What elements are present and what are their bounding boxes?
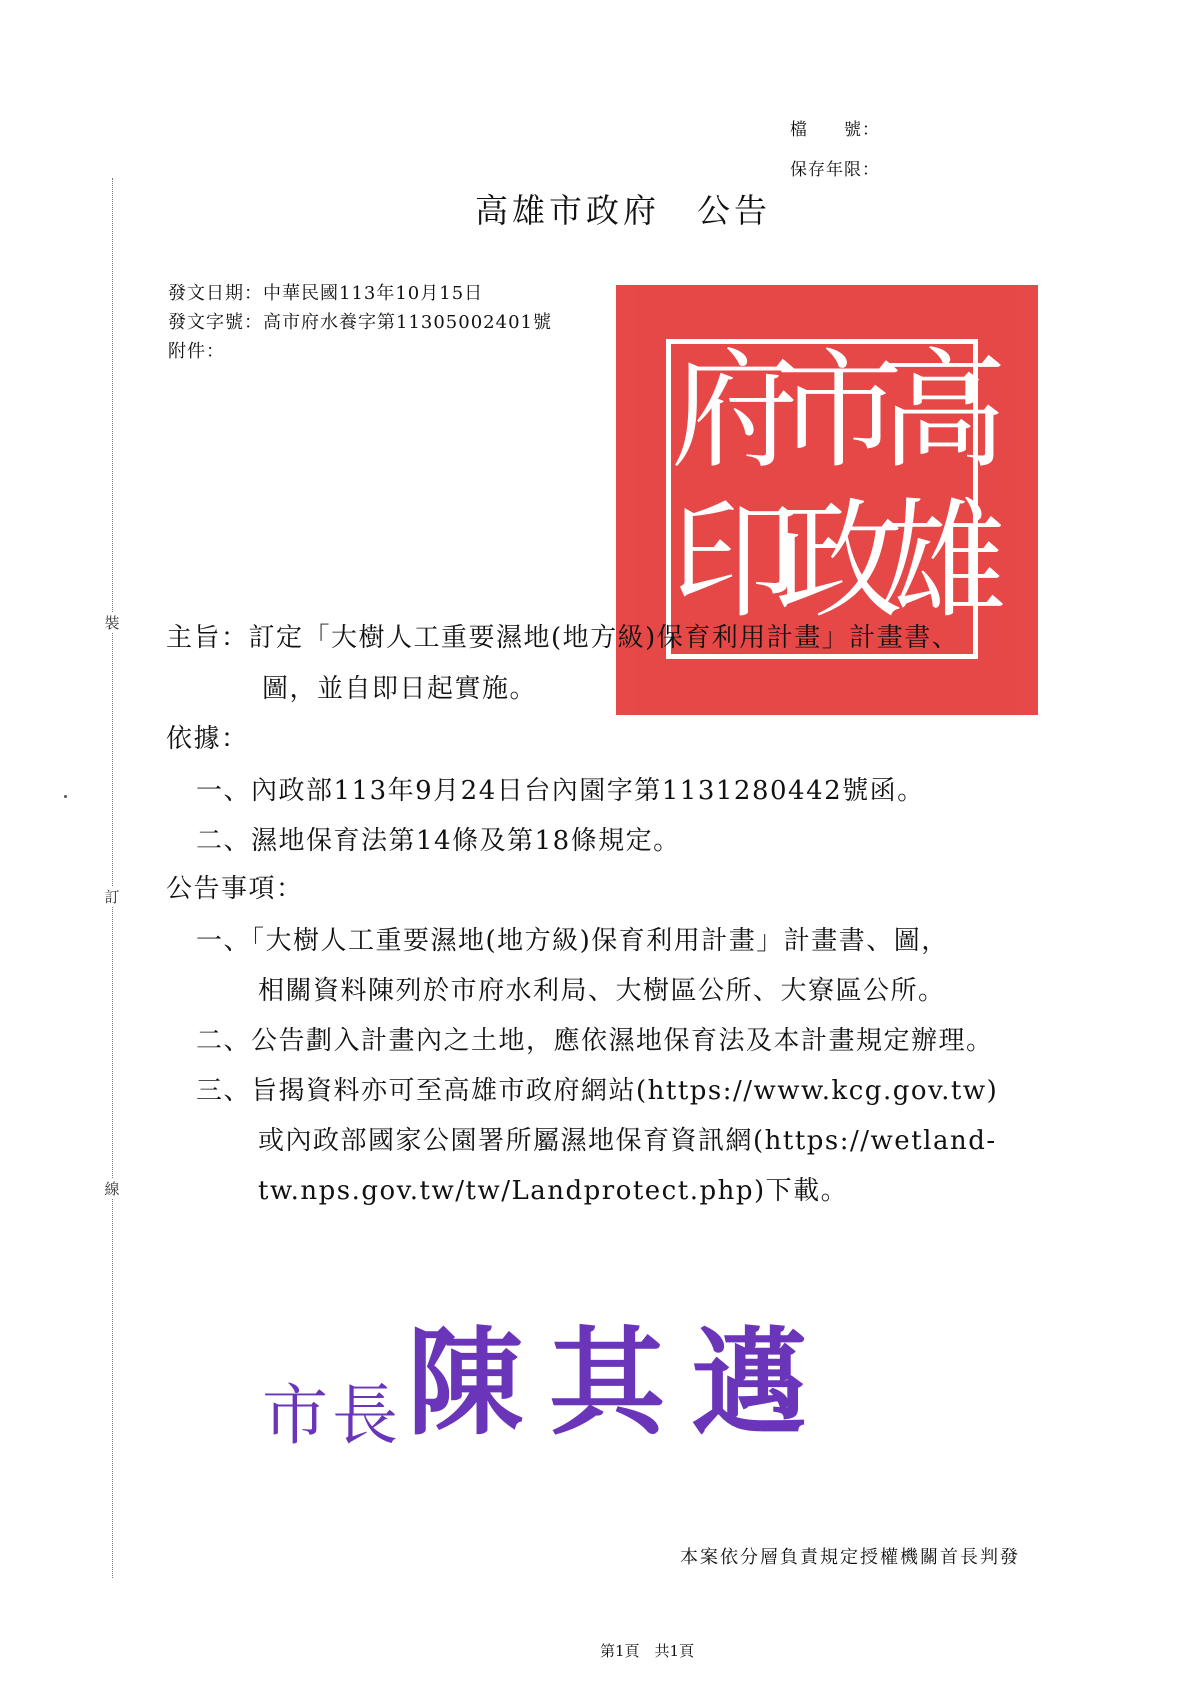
seal-glyph: 政 <box>775 487 904 636</box>
notice-line: 或內政部國家公園署所屬濕地保育資訊網(https://wetland- <box>258 1126 997 1156</box>
notice-heading: 公告事項： <box>166 874 304 904</box>
file-number-label: 檔 號： <box>790 120 880 140</box>
notice-line: 一、「大樹人工重要濕地(地方級)保育利用計畫」計畫書、圖， <box>196 926 949 956</box>
attachment-label: 附件： <box>168 341 225 362</box>
notice-line: tw.nps.gov.tw/tw/Landprotect.php)下載。 <box>258 1176 849 1206</box>
basis-item-2: 二、濕地保育法第14條及第18條規定。 <box>196 826 681 856</box>
binding-line <box>112 178 113 1578</box>
page-title: 高雄市政府 公告 <box>475 191 771 230</box>
binding-mark-xian: 線 <box>96 1178 128 1199</box>
mayor-signature <box>262 1290 833 1457</box>
page-number: 第1頁 共1頁 <box>600 1642 695 1660</box>
seal-glyph: 印 <box>671 487 800 636</box>
binding-mark-zhuang: 裝 <box>96 612 128 633</box>
signature-name: 陳其邁 <box>407 1315 834 1451</box>
notice-line: 三、旨揭資料亦可至高雄市政府網站(https://www.kcg.gov.tw) <box>196 1076 999 1106</box>
retention-period-label: 保存年限： <box>790 160 880 180</box>
basis-heading: 依據： <box>166 724 249 754</box>
issue-reference-number: 發文字號：高市府水養字第11305002401號 <box>168 312 552 333</box>
issue-date: 發文日期：中華民國113年10月15日 <box>168 283 484 304</box>
notice-line: 相關資料陳列於市府水利局、大樹區公所、大寮區公所。 <box>258 976 946 1006</box>
basis-item-1: 一、內政部113年9月24日台內園字第1131280442號函。 <box>196 776 925 806</box>
signature-title: 市長 <box>262 1377 402 1454</box>
seal-glyph: 市 <box>775 337 904 486</box>
seal-border <box>666 337 1008 659</box>
seal-glyph: 雄 <box>879 487 1008 636</box>
authorization-note: 本案依分層負責規定授權機關首長判發 <box>680 1547 1020 1568</box>
subject-line-2: 圖，並自即日起實施。 <box>262 674 538 704</box>
binding-mark-ding: 訂 <box>96 886 128 907</box>
binding-hole-mark <box>64 795 67 798</box>
notice-line: 二、公告劃入計畫內之土地，應依濕地保育法及本計畫規定辦理。 <box>196 1026 994 1056</box>
seal-glyph: 府 <box>671 337 800 486</box>
subject-line-1: 主旨：訂定「大樹人工重要濕地(地方級)保育利用計畫」計畫書、 <box>166 623 960 653</box>
seal-glyph: 高 <box>879 337 1008 486</box>
